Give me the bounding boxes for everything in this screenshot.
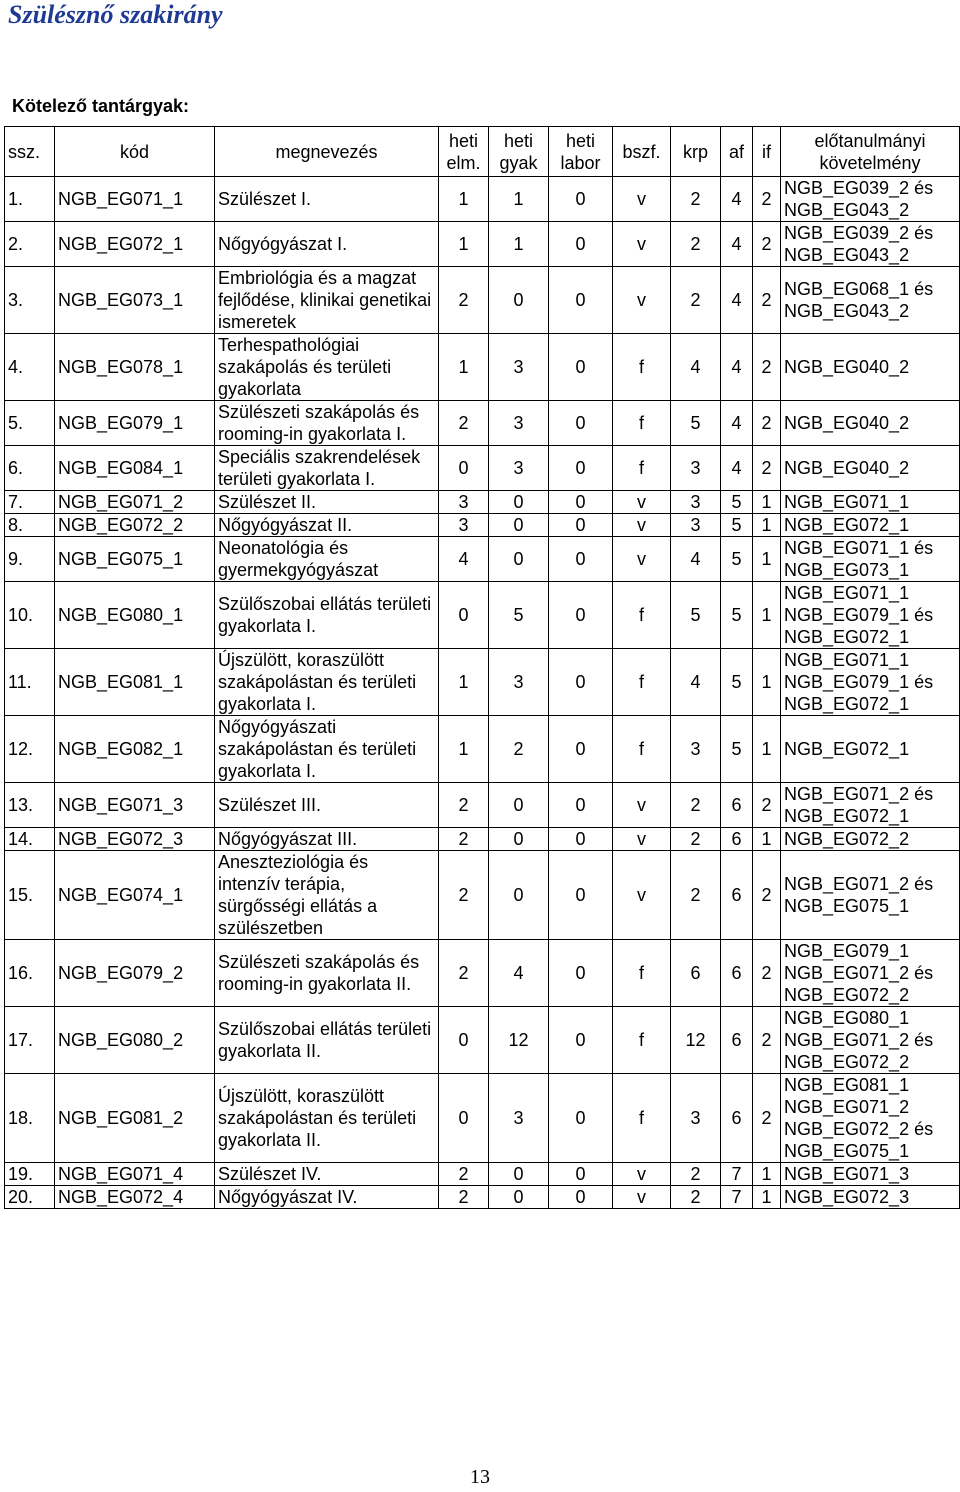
cell-elotanulmanyi: NGB_EG068_1 és NGB_EG043_2 [781,267,960,334]
cell-heti-labor: 0 [549,446,613,491]
header-af: af [721,127,753,177]
cell-heti-elm: 2 [439,1186,489,1209]
cell-kod: NGB_EG071_1 [55,177,215,222]
cell-af: 4 [721,177,753,222]
header-heti-labor: heti labor [549,127,613,177]
cell-megnevezes: Embriológia és a magzat fejlődése, klinikai genetikai ismeretek [215,267,439,334]
cell-bszf: f [613,334,671,401]
table-row [5,1186,960,1209]
cell-heti-elm: 2 [439,851,489,940]
cell-krp: 4 [671,537,721,582]
header-if: if [753,127,781,177]
cell-if: 1 [753,1163,781,1186]
table-row [5,649,960,716]
cell-kod: NGB_EG072_1 [55,222,215,267]
cell-kod: NGB_EG071_2 [55,491,215,514]
cell-heti-gyak: 3 [489,446,549,491]
cell-elotanulmanyi: NGB_EG072_1 [781,716,960,783]
cell-elotanulmanyi: NGB_EG079_1 NGB_EG071_2 és NGB_EG072_2 [781,940,960,1007]
cell-if: 2 [753,1007,781,1074]
cell-ssz: 1. [5,177,55,222]
cell-heti-gyak: 5 [489,582,549,649]
cell-heti-elm: 2 [439,267,489,334]
table-row [5,334,960,401]
cell-heti-elm: 2 [439,401,489,446]
cell-elotanulmanyi: NGB_EG071_3 [781,1163,960,1186]
cell-if: 1 [753,514,781,537]
header-elotanulmanyi: előtanulmányi követelmény [781,127,960,177]
table-row [5,401,960,446]
cell-elotanulmanyi: NGB_EG080_1 NGB_EG071_2 és NGB_EG072_2 [781,1007,960,1074]
cell-kod: NGB_EG071_3 [55,783,215,828]
cell-megnevezes: Szülészeti szakápolás és rooming-in gyakorlata I. [215,401,439,446]
cell-megnevezes: Szülészet IV. [215,1163,439,1186]
cell-heti-gyak: 3 [489,1074,549,1163]
cell-if: 2 [753,446,781,491]
cell-krp: 3 [671,1074,721,1163]
cell-krp: 2 [671,851,721,940]
cell-krp: 2 [671,1163,721,1186]
cell-if: 2 [753,267,781,334]
cell-krp: 5 [671,401,721,446]
cell-kod: NGB_EG079_1 [55,401,215,446]
cell-kod: NGB_EG082_1 [55,716,215,783]
cell-af: 4 [721,446,753,491]
cell-kod: NGB_EG084_1 [55,446,215,491]
cell-ssz: 2. [5,222,55,267]
cell-bszf: v [613,1163,671,1186]
cell-kod: NGB_EG081_1 [55,649,215,716]
cell-heti-gyak: 4 [489,940,549,1007]
header-heti-gyak: heti gyak [489,127,549,177]
table-row [5,1074,960,1163]
cell-ssz: 3. [5,267,55,334]
cell-kod: NGB_EG073_1 [55,267,215,334]
cell-heti-labor: 0 [549,1163,613,1186]
cell-heti-labor: 0 [549,649,613,716]
cell-megnevezes: Nőgyógyászat I. [215,222,439,267]
cell-bszf: f [613,649,671,716]
cell-kod: NGB_EG074_1 [55,851,215,940]
cell-krp: 4 [671,334,721,401]
table-row [5,828,960,851]
cell-bszf: v [613,1186,671,1209]
cell-bszf: f [613,401,671,446]
cell-if: 2 [753,1074,781,1163]
cell-ssz: 13. [5,783,55,828]
cell-elotanulmanyi: NGB_EG072_2 [781,828,960,851]
cell-bszf: v [613,177,671,222]
cell-kod: NGB_EG080_2 [55,1007,215,1074]
cell-kod: NGB_EG072_3 [55,828,215,851]
cell-af: 6 [721,828,753,851]
cell-af: 5 [721,649,753,716]
cell-ssz: 9. [5,537,55,582]
table-row [5,716,960,783]
cell-ssz: 4. [5,334,55,401]
cell-ssz: 14. [5,828,55,851]
cell-heti-elm: 3 [439,491,489,514]
cell-heti-elm: 0 [439,446,489,491]
cell-bszf: v [613,491,671,514]
cell-af: 4 [721,267,753,334]
table-row [5,537,960,582]
cell-if: 2 [753,334,781,401]
cell-heti-gyak: 3 [489,401,549,446]
cell-ssz: 10. [5,582,55,649]
cell-elotanulmanyi: NGB_EG039_2 és NGB_EG043_2 [781,177,960,222]
cell-heti-gyak: 3 [489,334,549,401]
cell-ssz: 5. [5,401,55,446]
cell-ssz: 6. [5,446,55,491]
cell-if: 1 [753,649,781,716]
cell-heti-gyak: 0 [489,1186,549,1209]
cell-if: 2 [753,222,781,267]
cell-ssz: 7. [5,491,55,514]
cell-krp: 6 [671,940,721,1007]
cell-heti-labor: 0 [549,582,613,649]
cell-kod: NGB_EG078_1 [55,334,215,401]
cell-if: 1 [753,828,781,851]
cell-krp: 2 [671,222,721,267]
page-title: Szülésznő szakirány [8,0,223,29]
cell-heti-labor: 0 [549,222,613,267]
cell-af: 5 [721,537,753,582]
table-row [5,940,960,1007]
cell-heti-gyak: 0 [489,851,549,940]
table-row [5,222,960,267]
cell-heti-gyak: 1 [489,177,549,222]
cell-heti-labor: 0 [549,828,613,851]
cell-heti-elm: 0 [439,1074,489,1163]
cell-elotanulmanyi: NGB_EG040_2 [781,446,960,491]
cell-heti-elm: 1 [439,177,489,222]
cell-heti-labor: 0 [549,537,613,582]
cell-krp: 2 [671,828,721,851]
cell-heti-elm: 2 [439,940,489,1007]
cell-kod: NGB_EG072_2 [55,514,215,537]
cell-bszf: v [613,851,671,940]
cell-krp: 3 [671,491,721,514]
cell-elotanulmanyi: NGB_EG071_1 NGB_EG079_1 és NGB_EG072_1 [781,649,960,716]
cell-megnevezes: Nőgyógyászat II. [215,514,439,537]
table-row [5,446,960,491]
cell-heti-labor: 0 [549,1007,613,1074]
cell-ssz: 19. [5,1163,55,1186]
cell-if: 1 [753,716,781,783]
cell-bszf: v [613,828,671,851]
cell-ssz: 11. [5,649,55,716]
cell-elotanulmanyi: NGB_EG071_1 NGB_EG079_1 és NGB_EG072_1 [781,582,960,649]
cell-heti-gyak: 0 [489,783,549,828]
cell-krp: 5 [671,582,721,649]
cell-heti-elm: 1 [439,716,489,783]
cell-ssz: 15. [5,851,55,940]
cell-elotanulmanyi: NGB_EG081_1 NGB_EG071_2 NGB_EG072_2 és NGB_EG075_1 [781,1074,960,1163]
cell-megnevezes: Szülészet II. [215,491,439,514]
cell-ssz: 8. [5,514,55,537]
cell-bszf: v [613,783,671,828]
cell-elotanulmanyi: NGB_EG072_3 [781,1186,960,1209]
cell-megnevezes: Nőgyógyászati szakápolástan és területi gyakorlata I. [215,716,439,783]
cell-heti-labor: 0 [549,491,613,514]
cell-heti-gyak: 0 [489,828,549,851]
cell-heti-gyak: 0 [489,1163,549,1186]
cell-heti-labor: 0 [549,334,613,401]
cell-megnevezes: Szülőszobai ellátás területi gyakorlata II. [215,1007,439,1074]
cell-if: 1 [753,537,781,582]
cell-bszf: v [613,514,671,537]
cell-if: 2 [753,783,781,828]
cell-bszf: v [613,537,671,582]
header-kod: kód [55,127,215,177]
table-row [5,582,960,649]
cell-af: 6 [721,783,753,828]
cell-krp: 4 [671,649,721,716]
table-row [5,851,960,940]
cell-krp: 3 [671,446,721,491]
cell-elotanulmanyi: NGB_EG071_2 és NGB_EG072_1 [781,783,960,828]
cell-megnevezes: Újszülött, koraszülött szakápolástan és területi gyakorlata I. [215,649,439,716]
cell-kod: NGB_EG080_1 [55,582,215,649]
table-header-row [5,127,960,177]
cell-bszf: v [613,222,671,267]
cell-heti-gyak: 1 [489,222,549,267]
cell-bszf: f [613,446,671,491]
cell-af: 5 [721,514,753,537]
cell-af: 7 [721,1163,753,1186]
cell-heti-gyak: 3 [489,649,549,716]
cell-heti-elm: 0 [439,1007,489,1074]
page-number: 13 [470,1466,490,1488]
cell-if: 2 [753,851,781,940]
cell-af: 5 [721,491,753,514]
header-megnevezes: megnevezés [215,127,439,177]
cell-heti-elm: 2 [439,828,489,851]
cell-ssz: 16. [5,940,55,1007]
cell-megnevezes: Újszülött, koraszülött szakápolástan és területi gyakorlata II. [215,1074,439,1163]
cell-heti-labor: 0 [549,1186,613,1209]
cell-krp: 2 [671,267,721,334]
cell-ssz: 12. [5,716,55,783]
cell-megnevezes: Terhespathológiai szakápolás és területi gyakorlata [215,334,439,401]
cell-krp: 12 [671,1007,721,1074]
table-row [5,177,960,222]
table-row [5,1007,960,1074]
course-rows [5,177,960,1209]
cell-megnevezes: Szülőszobai ellátás területi gyakorlata I. [215,582,439,649]
cell-if: 1 [753,491,781,514]
cell-heti-elm: 2 [439,783,489,828]
cell-heti-gyak: 0 [489,537,549,582]
cell-af: 5 [721,582,753,649]
header-krp: krp [671,127,721,177]
cell-elotanulmanyi: NGB_EG040_2 [781,334,960,401]
cell-elotanulmanyi: NGB_EG072_1 [781,514,960,537]
cell-heti-gyak: 0 [489,491,549,514]
cell-heti-elm: 1 [439,649,489,716]
cell-kod: NGB_EG072_4 [55,1186,215,1209]
table-row [5,267,960,334]
header-bszf: bszf. [613,127,671,177]
cell-heti-elm: 1 [439,334,489,401]
table-row [5,783,960,828]
cell-heti-labor: 0 [549,267,613,334]
cell-bszf: f [613,1074,671,1163]
cell-heti-labor: 0 [549,851,613,940]
table-row [5,1163,960,1186]
cell-if: 2 [753,177,781,222]
cell-ssz: 17. [5,1007,55,1074]
cell-af: 6 [721,1007,753,1074]
cell-heti-gyak: 2 [489,716,549,783]
cell-if: 1 [753,1186,781,1209]
cell-megnevezes: Aneszteziológia és intenzív terápia, sürgősségi ellátás a szülészetben [215,851,439,940]
cell-if: 2 [753,940,781,1007]
cell-if: 1 [753,582,781,649]
cell-if: 2 [753,401,781,446]
cell-krp: 2 [671,783,721,828]
cell-bszf: f [613,1007,671,1074]
cell-krp: 2 [671,177,721,222]
cell-heti-labor: 0 [549,514,613,537]
course-table [4,126,960,1209]
section-title: Kötelező tantárgyak: [12,96,190,116]
cell-heti-elm: 0 [439,582,489,649]
cell-elotanulmanyi: NGB_EG071_1 [781,491,960,514]
cell-megnevezes: Nőgyógyászat IV. [215,1186,439,1209]
cell-heti-labor: 0 [549,401,613,446]
cell-af: 7 [721,1186,753,1209]
cell-heti-elm: 3 [439,514,489,537]
cell-bszf: v [613,267,671,334]
cell-megnevezes: Szülészet III. [215,783,439,828]
cell-elotanulmanyi: NGB_EG071_1 és NGB_EG073_1 [781,537,960,582]
cell-kod: NGB_EG071_4 [55,1163,215,1186]
cell-heti-gyak: 0 [489,514,549,537]
cell-heti-gyak: 0 [489,267,549,334]
header-ssz: ssz. [5,127,55,177]
cell-bszf: f [613,582,671,649]
cell-krp: 3 [671,514,721,537]
table-row [5,514,960,537]
cell-megnevezes: Nőgyógyászat III. [215,828,439,851]
cell-megnevezes: Speciális szakrendelések területi gyakorlata I. [215,446,439,491]
cell-krp: 3 [671,716,721,783]
cell-af: 4 [721,334,753,401]
cell-af: 6 [721,1074,753,1163]
cell-elotanulmanyi: NGB_EG040_2 [781,401,960,446]
cell-elotanulmanyi: NGB_EG039_2 és NGB_EG043_2 [781,222,960,267]
cell-heti-labor: 0 [549,1074,613,1163]
table-row [5,491,960,514]
cell-af: 6 [721,940,753,1007]
cell-af: 6 [721,851,753,940]
cell-megnevezes: Szülészet I. [215,177,439,222]
cell-heti-labor: 0 [549,940,613,1007]
cell-megnevezes: Szülészeti szakápolás és rooming-in gyakorlata II. [215,940,439,1007]
cell-bszf: f [613,716,671,783]
cell-heti-elm: 4 [439,537,489,582]
cell-kod: NGB_EG079_2 [55,940,215,1007]
cell-elotanulmanyi: NGB_EG071_2 és NGB_EG075_1 [781,851,960,940]
cell-ssz: 18. [5,1074,55,1163]
cell-af: 4 [721,401,753,446]
cell-heti-labor: 0 [549,177,613,222]
cell-heti-elm: 2 [439,1163,489,1186]
cell-heti-gyak: 12 [489,1007,549,1074]
cell-heti-labor: 0 [549,783,613,828]
cell-krp: 2 [671,1186,721,1209]
cell-heti-labor: 0 [549,716,613,783]
cell-megnevezes: Neonatológia és gyermekgyógyászat [215,537,439,582]
cell-kod: NGB_EG081_2 [55,1074,215,1163]
cell-kod: NGB_EG075_1 [55,537,215,582]
cell-bszf: f [613,940,671,1007]
cell-heti-elm: 1 [439,222,489,267]
cell-af: 5 [721,716,753,783]
header-heti-elm: heti elm. [439,127,489,177]
cell-af: 4 [721,222,753,267]
cell-ssz: 20. [5,1186,55,1209]
